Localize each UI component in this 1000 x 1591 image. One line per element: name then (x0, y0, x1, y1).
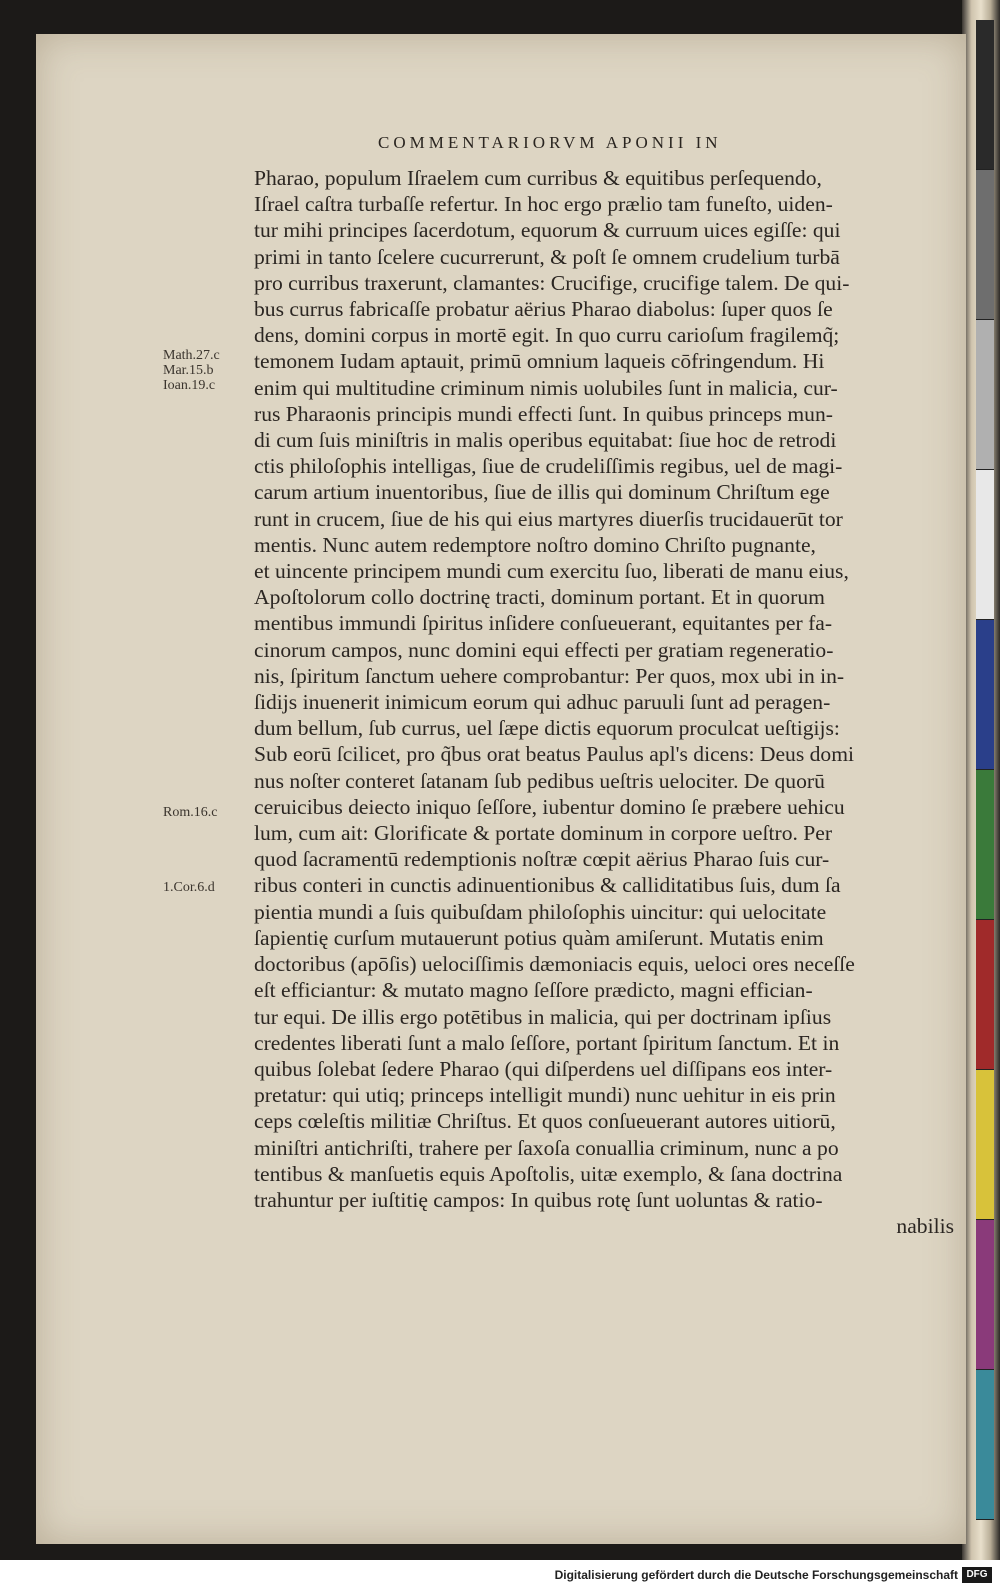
margin-note-romans (163, 805, 217, 820)
text-line: nus noſter conteret ſatanam ſub pedibus ueſtris uelociter. De quorū (254, 768, 825, 793)
text-line: ſapientię curſum mutauerunt potius quàm amiſerunt. Mutatis enim (254, 925, 824, 950)
text-line: temonem Iudam aptauit, primū omnium laqueis cōfringendum. Hi (254, 349, 825, 374)
text-line: credentes liberati ſunt a malo ſeſſore, portant ſpiritum ſanctum. Et in (254, 1030, 840, 1055)
color-calibration-strip (976, 20, 994, 1520)
text-line: di cum ſuis miniſtris in malis operibus equitabat: ſiue hoc de retrodi (254, 428, 837, 453)
text-line: mentis. Nunc autem redemptore noſtro domino Chriſto pugnante, (254, 532, 816, 557)
text-line: quod ſacramentū redemptionis noſtræ cœpit aërius Pharao ſuis cur- (254, 847, 830, 872)
text-line: quibus ſolebat ſedere Pharao (qui diſperdens uel diſſipans eos inter- (254, 1056, 833, 1081)
text-line: ctis philoſophis intelligas, ſiue de crudeliſſimis regibus, uel de magi- (254, 454, 843, 479)
margin-note-line: Ioan.19.c (163, 378, 216, 393)
text-line: Apoſtolorum collo doctrinę tracti, dominum portant. Et in quorum (254, 585, 825, 610)
text-line: Sub eorū ſcilicet, pro q̃bus orat beatus Paulus apl's dicens: Deus domi (254, 742, 855, 767)
text-line: Pharao, populum Iſraelem cum curribus & equitibus perſequendo, (254, 166, 822, 190)
text-line: eſt efficiantur: & mutato magno ſeſſore prædicto, magni effician- (254, 978, 813, 1003)
text-line: rus Pharaonis principis mundi effecti ſunt. In quibus princeps mun- (254, 401, 833, 426)
text-line: dum bellum, ſub currus, uel ſæpe dictis equorum proculcat ueſtigijs: (254, 716, 840, 741)
text-line: Iſrael caſtra turbaſſe refertur. In hoc ergo prælio tam funeſto, uiden- (254, 192, 833, 217)
running-header: COMMENTARIORVM APONII IN (378, 133, 722, 152)
catchword: nabilis (896, 1214, 954, 1239)
text-line: cinorum campos, nunc domini equi effecti per gratiam regeneratio- (254, 637, 834, 662)
text-line: doctoribus (apōſis) uelociſſimis dæmoniacis equis, ueloci ores neceſſe (254, 952, 855, 977)
text-line: dens, domini corpus in mortē egit. In quo curru carioſum fragilemq̃; (254, 323, 840, 348)
footer-bar (0, 1560, 1000, 1591)
margin-note-line: Math.27.c (163, 348, 220, 363)
text-line: lum, cum ait: Glorificate & portate dominum in corpore ueſtro. Per (254, 821, 833, 846)
text-line: ſidijs inuenerit inimicum eorum qui adhuc paruuli ſunt ad peragen- (254, 690, 831, 715)
dfg-logo: DFG (962, 1567, 992, 1583)
text-line: ceps cœleſtis militiæ Chriſtus. Et quos conſueuerant autores uitiorū, (254, 1109, 836, 1134)
body-text (254, 165, 954, 1239)
text-line: nis, ſpiritum ſanctum uehere comprobantur: Per quos, mox ubi in in- (254, 663, 845, 688)
text-line: runt in crucem, ſiue de his qui eius martyres diuerſis trucidauerūt tor (254, 506, 843, 531)
text-line: tentibus & manſuetis equis Apoſtolis, uitæ exemplo, & ſana doctrina (254, 1161, 843, 1186)
text-line: pro curribus traxerunt, clamantes: Crucifige, crucifige talem. De qui- (254, 270, 850, 295)
text-line: bus currus fabricaſſe probatur aërius Pharao diabolus: ſuper quos ſe (254, 297, 833, 322)
margin-note-line: 1.Cor.6.d (163, 880, 215, 895)
margin-note-gospels (163, 348, 220, 393)
text-line: primi in tanto ſcelere cucurrerunt, & poſt ſe omnem crudelium turbā (254, 244, 840, 269)
margin-note-line: Rom.16.c (163, 805, 218, 820)
text-line: trahuntur per iuſtitię campos: In quibus rotę ſunt uoluntas & ratio- (254, 1187, 823, 1212)
margin-note-line: Mar.15.b (163, 363, 214, 378)
text-line: enim qui multitudine criminum nimis uolubiles ſunt in malicia, cur- (254, 375, 838, 400)
text-line: tur mihi principes ſacerdotum, equorum & curruum uices egiſſe: qui (254, 218, 841, 243)
book-page-edge (962, 0, 1000, 1560)
text-line: ceruicibus deiecto iniquo ſeſſore, iubentur domino ſe præbere uehicu (254, 794, 845, 819)
margin-note-corinthians (163, 880, 215, 895)
text-line: carum artium inuentoribus, ſiue de illis qui dominum Chriſtum ege (254, 480, 830, 505)
text-line: miniſtri antichriſti, trahere per ſaxoſa conuallia criminum, nunc a po (254, 1135, 839, 1160)
text-line: tur equi. De illis ergo potētibus in malicia, qui per doctrinam ipſius (254, 1004, 832, 1029)
text-line: pretatur: qui utiq; princeps intelligit mundi) nunc uehitur in eis prin (254, 1083, 836, 1108)
text-line: mentibus immundi ſpiritus inſidere conſueuerant, equitantes per fa- (254, 611, 833, 636)
text-line: pientia mundi a ſuis quibuſdam philoſophis uincitur: qui uelocitate (254, 899, 827, 924)
text-line: et uincente principem mundi cum exercitu ſuo, liberati de manu eius, (254, 559, 849, 584)
text-line: ribus conteri in cunctis adinuentionibus & calliditatibus ſuis, dum ſa (254, 873, 841, 898)
funding-credit: Digitalisierung gefördert durch die Deutsche Forschungsgemeinschaft (554, 1568, 958, 1582)
